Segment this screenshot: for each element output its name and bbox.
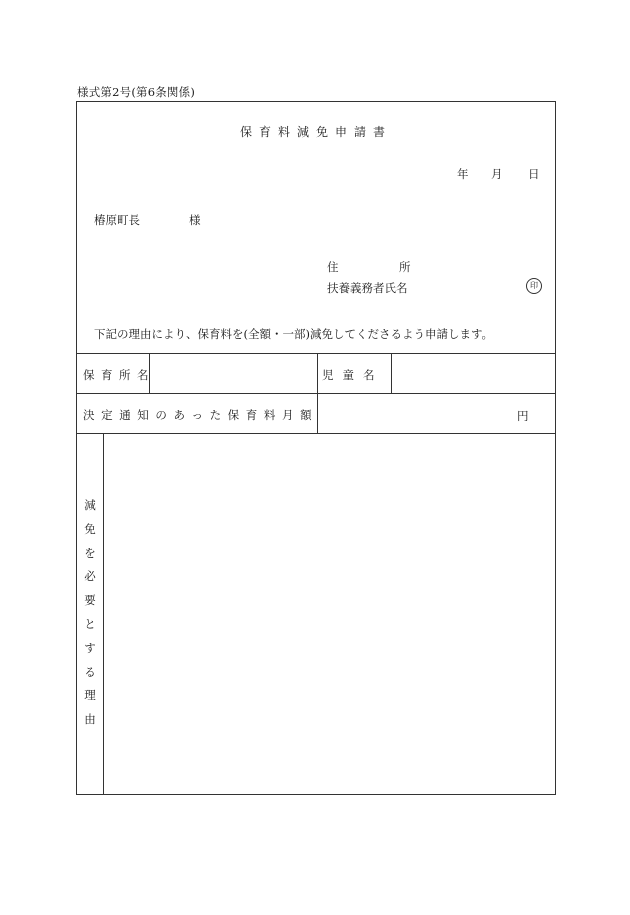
address-label-2: 所 [399, 260, 411, 274]
reason-label-char: 免 [84, 521, 96, 536]
request-text: 下記の理由により、保育料を(全額・一部)減免してくださるよう申請します。 [94, 327, 494, 341]
child-name-label: 児童名 [322, 368, 384, 382]
yen-unit: 円 [517, 409, 529, 423]
reason-label-char: を [84, 545, 96, 560]
form-caption: 様式第2号(第6条関係) [77, 85, 196, 99]
reason-label-char: と [84, 616, 96, 631]
reason-label [77, 494, 103, 732]
child-name-field[interactable] [392, 354, 556, 392]
reason-label-char: 要 [84, 593, 96, 608]
seal-mark: 印 [526, 278, 542, 294]
reason-label-char: 由 [84, 712, 96, 727]
reason-label-char: 必 [84, 569, 96, 584]
honorific: 様 [189, 213, 201, 227]
monthly-fee-label: 決定通知のあった保育料月額 [83, 408, 319, 422]
form-title: 保育料減免申請書 [239, 125, 392, 139]
date-year-label: 年 [457, 167, 469, 181]
address-label-1: 住 [327, 260, 339, 274]
reason-label-char: 理 [84, 688, 96, 703]
addressee: 椿原町長 [94, 213, 140, 227]
reason-field[interactable] [104, 434, 556, 794]
nursery-name-label: 保育所名 [83, 368, 155, 382]
nursery-name-field[interactable] [150, 354, 316, 392]
reason-label-char: す [84, 640, 96, 655]
form-frame [76, 101, 556, 795]
date-month-label: 月 [491, 167, 503, 181]
reason-label-char: 減 [84, 498, 96, 512]
reason-label-char: る [84, 664, 96, 679]
date-day-label: 日 [528, 167, 540, 181]
guardian-name-label: 扶養義務者氏名 [327, 281, 408, 295]
